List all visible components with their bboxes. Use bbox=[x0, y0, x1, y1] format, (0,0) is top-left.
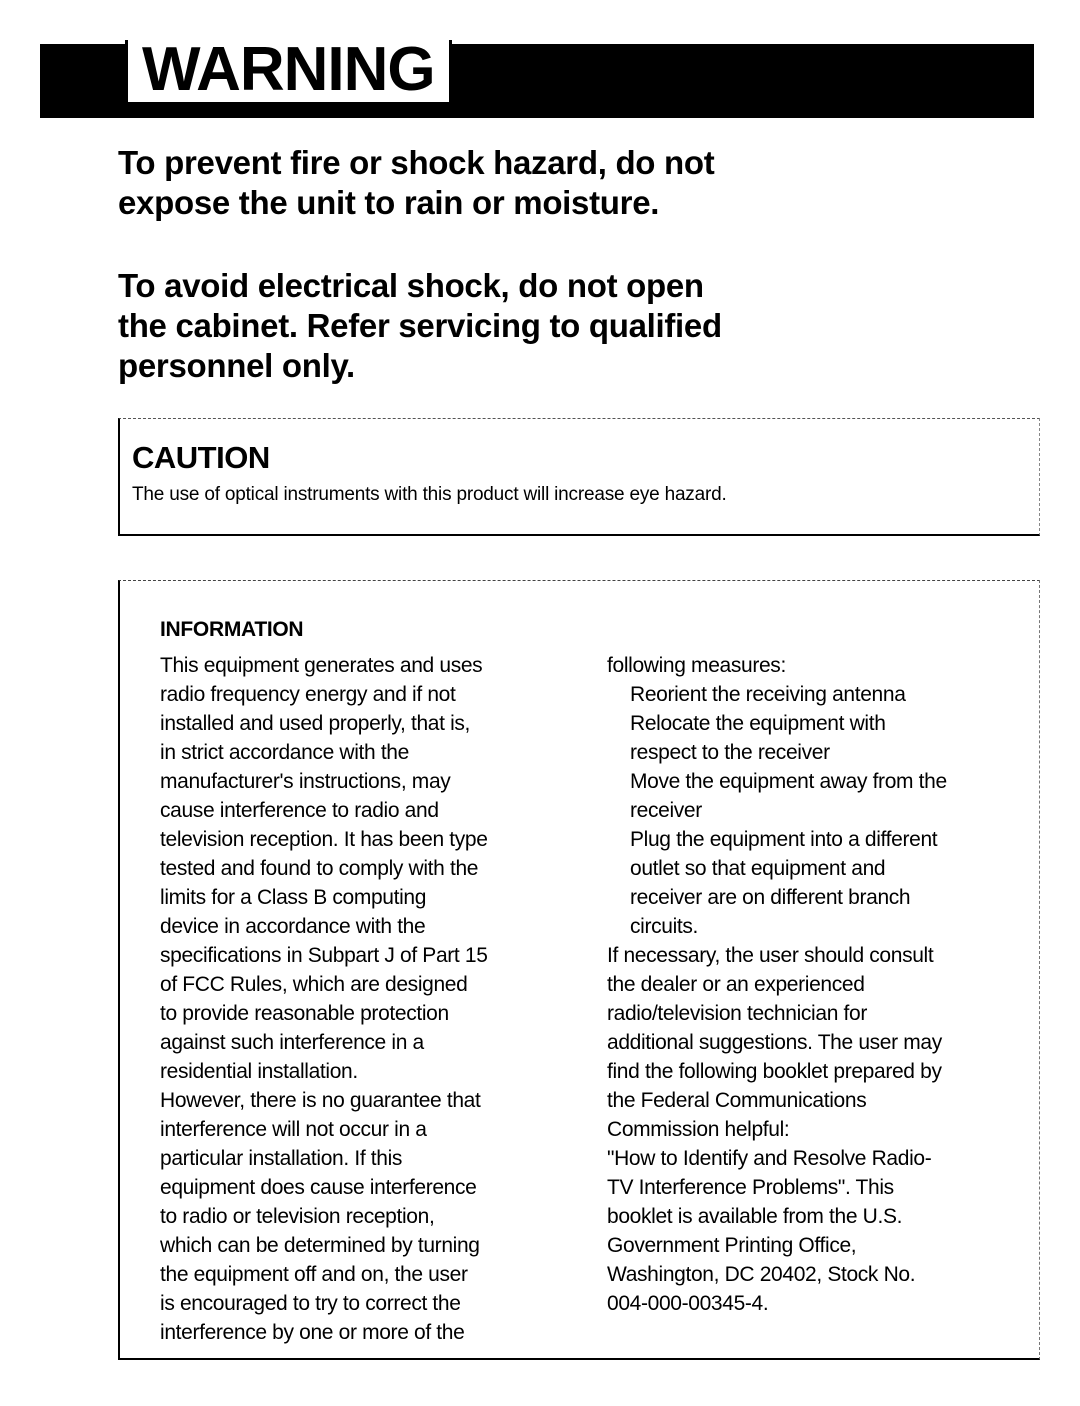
info-line: interference by one or more of the bbox=[160, 1321, 465, 1344]
warning-line: To avoid electrical shock, do not open bbox=[118, 267, 704, 304]
info-line: However, there is no guarantee that bbox=[160, 1089, 481, 1112]
info-line: specifications in Subpart J of Part 15 bbox=[160, 944, 488, 967]
info-line: This equipment generates and uses bbox=[160, 654, 483, 677]
info-line: the equipment off and on, the user bbox=[160, 1263, 468, 1286]
info-line: following measures: bbox=[607, 654, 786, 677]
info-line: cause interference to radio and bbox=[160, 799, 439, 822]
info-line: "How to Identify and Resolve Radio- bbox=[607, 1147, 932, 1170]
measure-item: respect to the receiver bbox=[630, 741, 830, 764]
info-line: tested and found to comply with the bbox=[160, 857, 479, 880]
info-line: booklet is available from the U.S. bbox=[607, 1205, 903, 1228]
measure-item: Reorient the receiving antenna bbox=[630, 683, 906, 706]
information-left-column bbox=[160, 651, 560, 1347]
info-line: radio/television technician for bbox=[607, 1002, 867, 1025]
info-line: television reception. It has been type bbox=[160, 828, 488, 851]
measure-item: outlet so that equipment and bbox=[630, 857, 886, 880]
info-line: TV Interference Problems". This bbox=[607, 1176, 894, 1199]
warning-line: the cabinet. Refer servicing to qualified bbox=[118, 307, 722, 344]
info-line: equipment does cause interference bbox=[160, 1176, 477, 1199]
info-line: particular installation. If this bbox=[160, 1147, 403, 1170]
warning-title: WARNING bbox=[125, 40, 452, 105]
info-line: residential installation. bbox=[160, 1060, 358, 1083]
measure-item: receiver are on different branch bbox=[630, 886, 911, 909]
info-line: radio frequency energy and if not bbox=[160, 683, 456, 706]
info-line: is encouraged to try to correct the bbox=[160, 1292, 461, 1315]
warning-line: expose the unit to rain or moisture. bbox=[118, 184, 660, 221]
info-line: installed and used properly, that is, bbox=[160, 712, 471, 735]
info-line: which can be determined by turning bbox=[160, 1234, 480, 1257]
information-right-column bbox=[607, 651, 1017, 1318]
info-line: If necessary, the user should consult bbox=[607, 944, 934, 967]
caution-box bbox=[118, 418, 1040, 536]
warning-line: personnel only. bbox=[118, 347, 355, 384]
info-line: Commission helpful: bbox=[607, 1118, 790, 1141]
info-line: against such interference in a bbox=[160, 1031, 424, 1054]
measure-item: Plug the equipment into a different bbox=[630, 828, 938, 851]
info-line: interference will not occur in a bbox=[160, 1118, 427, 1141]
caution-title: CAUTION bbox=[132, 440, 270, 475]
info-line: Washington, DC 20402, Stock No. bbox=[607, 1263, 916, 1286]
info-line: Government Printing Office, bbox=[607, 1234, 857, 1257]
info-line: to radio or television reception, bbox=[160, 1205, 435, 1228]
measure-item: receiver bbox=[630, 799, 702, 822]
measure-item: Move the equipment away from the bbox=[630, 770, 947, 793]
caution-text: The use of optical instruments with this product will increase eye hazard. bbox=[132, 484, 727, 505]
measure-item: circuits. bbox=[630, 915, 699, 938]
info-line: additional suggestions. The user may bbox=[607, 1031, 942, 1054]
electrical-shock-warning bbox=[118, 266, 818, 386]
info-line: manufacturer's instructions, may bbox=[160, 770, 451, 793]
measure-item: Relocate the equipment with bbox=[630, 712, 886, 735]
info-line: of FCC Rules, which are designed bbox=[160, 973, 468, 996]
info-line: device in accordance with the bbox=[160, 915, 426, 938]
warning-line: To prevent fire or shock hazard, do not bbox=[118, 144, 715, 181]
info-line: find the following booklet prepared by bbox=[607, 1060, 942, 1083]
info-line: limits for a Class B computing bbox=[160, 886, 427, 909]
info-line: in strict accordance with the bbox=[160, 741, 409, 764]
fire-shock-warning bbox=[118, 143, 818, 223]
info-line: the dealer or an experienced bbox=[607, 973, 865, 996]
information-title: INFORMATION bbox=[160, 618, 304, 641]
info-line: to provide reasonable protection bbox=[160, 1002, 449, 1025]
info-line: 004-000-00345-4. bbox=[607, 1292, 769, 1315]
info-line: the Federal Communications bbox=[607, 1089, 867, 1112]
